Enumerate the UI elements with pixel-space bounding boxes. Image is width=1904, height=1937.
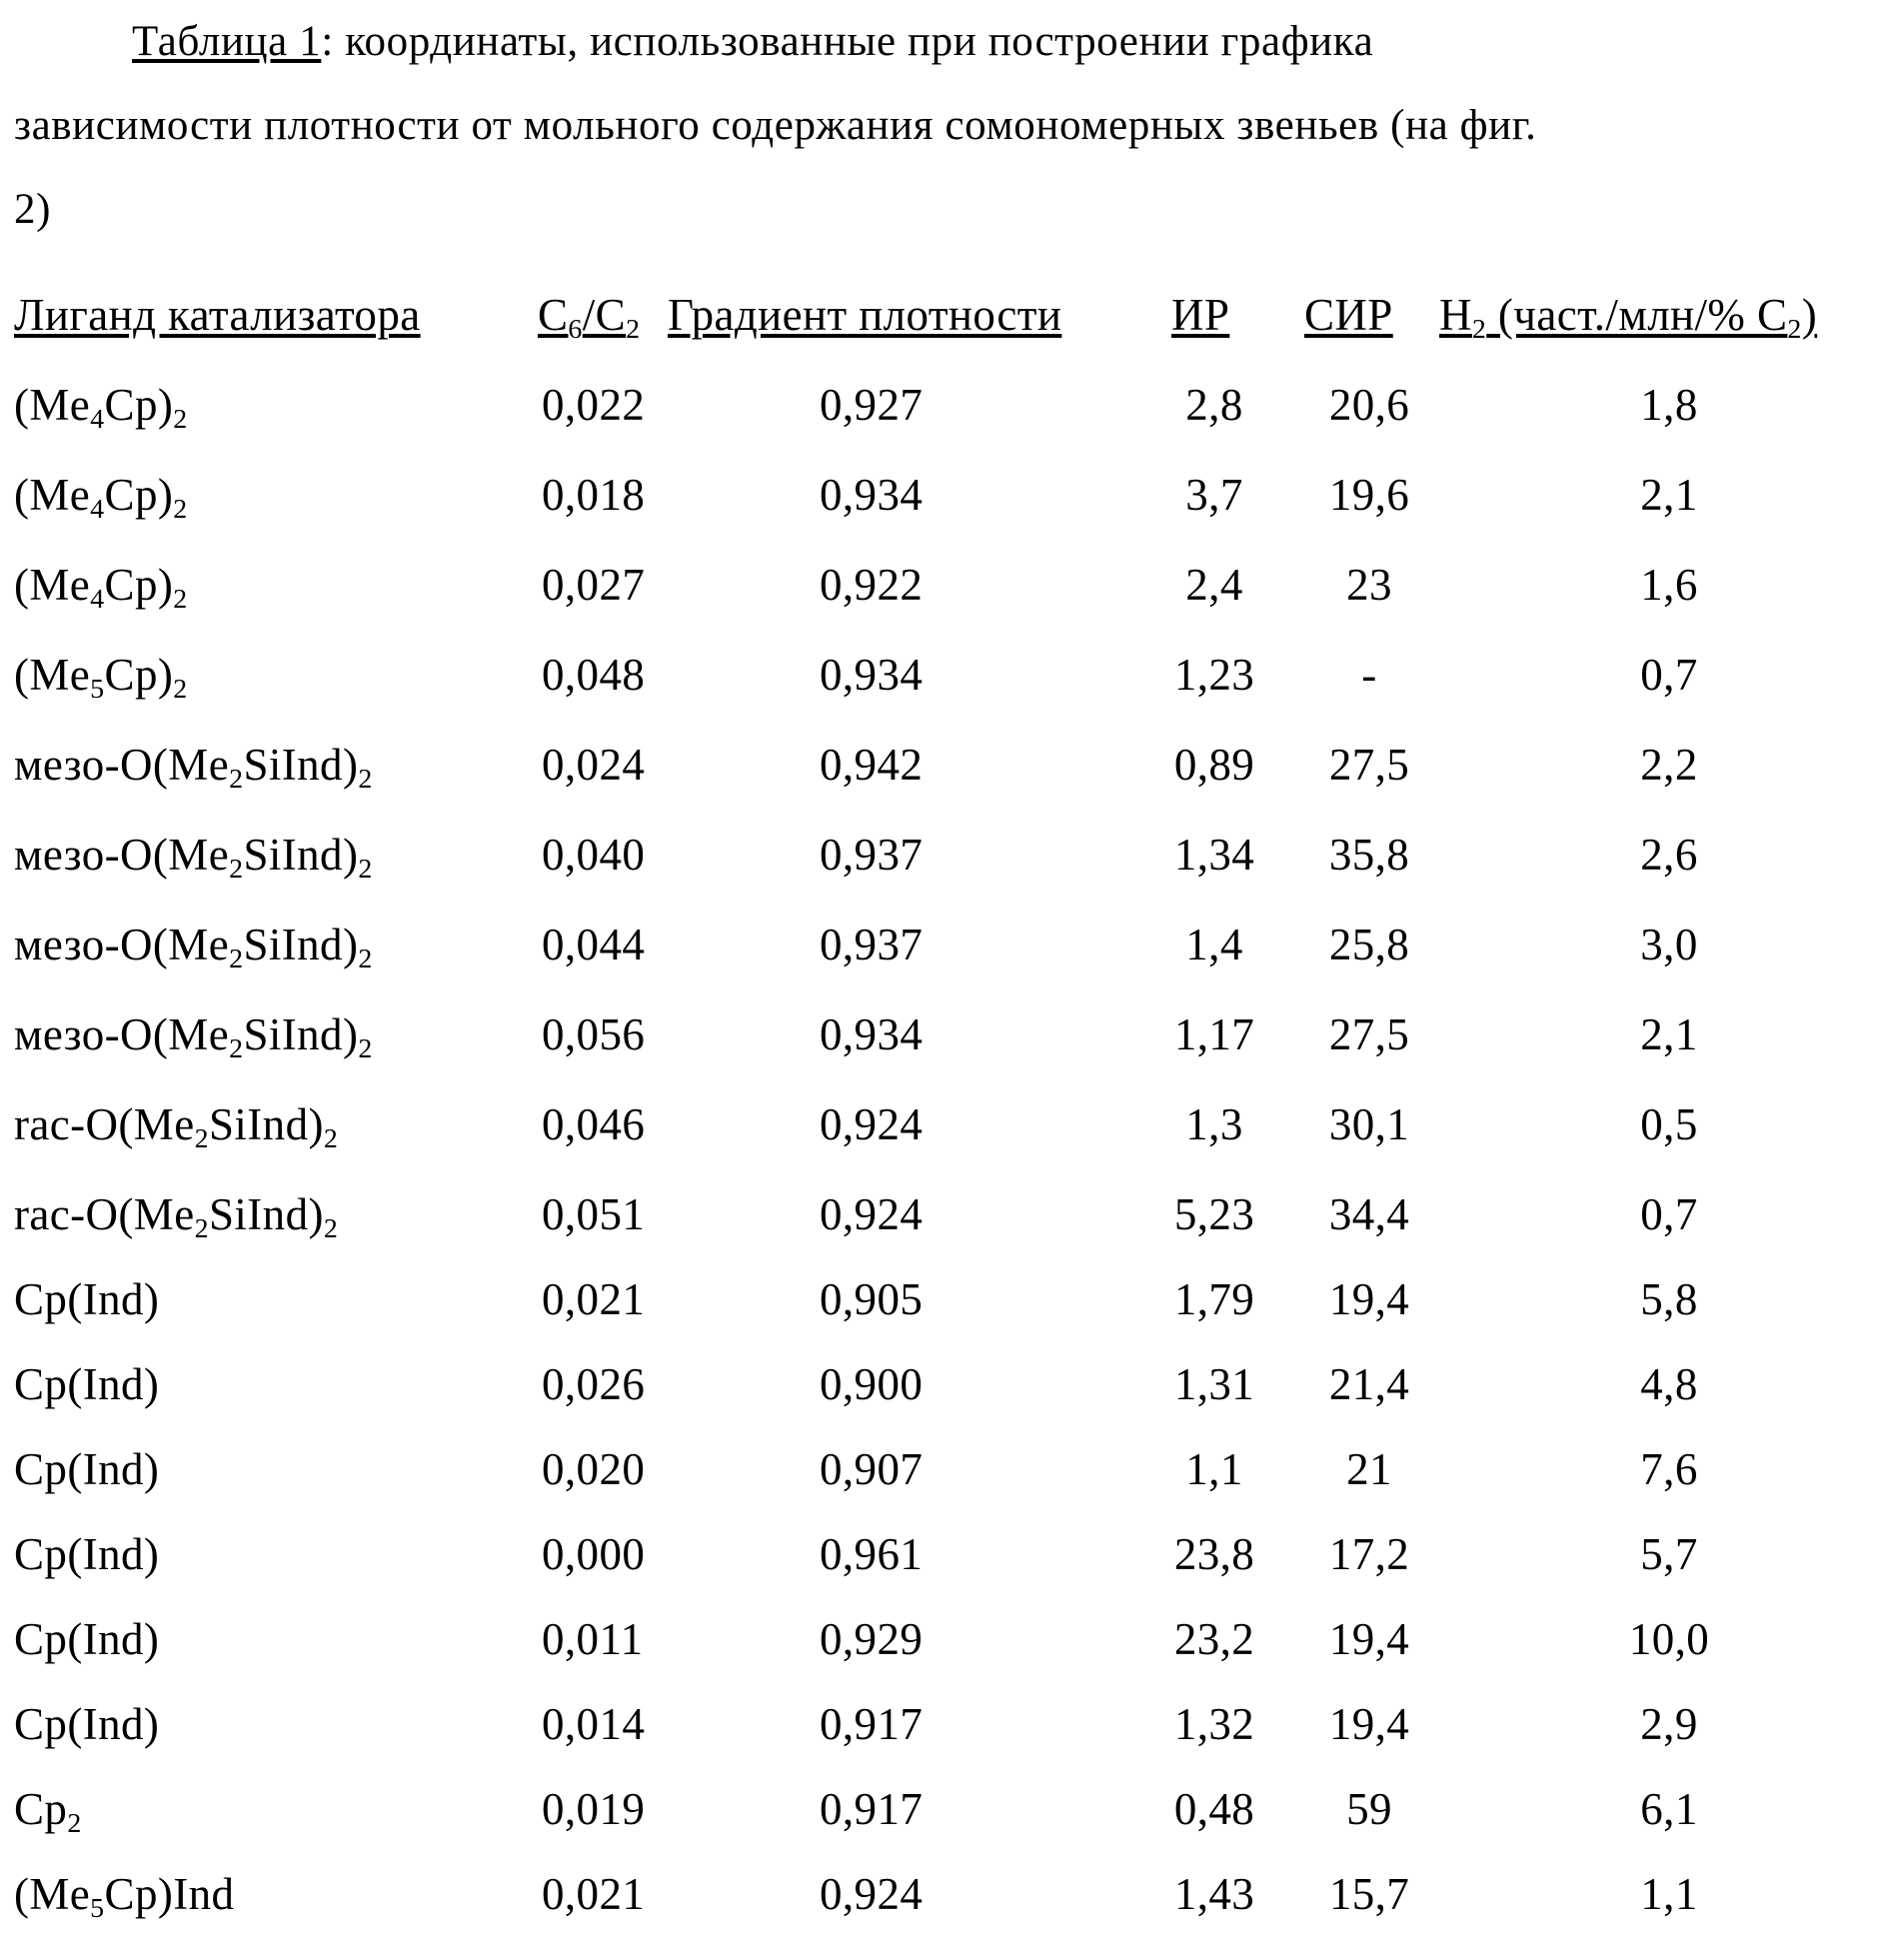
header-h2-close: ) xyxy=(1802,290,1817,340)
ligand-part: rac-O(Me xyxy=(14,1189,195,1239)
cell-ir: 1,23 xyxy=(1149,640,1279,710)
ligand-part: Cp(Ind) xyxy=(14,1359,159,1409)
ligand-sub: 2 xyxy=(324,1213,338,1244)
cell-gradient: 0,924 xyxy=(820,1179,979,1249)
ligand-part: (Me xyxy=(14,560,90,610)
ligand-part: (Me xyxy=(14,470,90,520)
table-row xyxy=(0,1859,1904,1929)
ligand-part: Cp) xyxy=(105,380,174,430)
ligand-sub: 2 xyxy=(229,854,243,885)
cell-h2: 1,8 xyxy=(1599,370,1739,440)
ligand-sub: 4 xyxy=(90,404,104,435)
header-c6-sub: 6 xyxy=(568,314,582,345)
cell-ir: 5,23 xyxy=(1149,1179,1279,1249)
cell-ligand xyxy=(14,820,373,890)
table-row xyxy=(0,1179,1904,1249)
table-row xyxy=(0,460,1904,530)
cell-ratio: 0,021 xyxy=(542,1264,682,1334)
header-h2-c2-sub: 2 xyxy=(1787,314,1801,345)
ligand-part: Cp(Ind) xyxy=(14,1529,159,1579)
ligand-sub: 2 xyxy=(229,944,243,974)
cell-ir: 2,4 xyxy=(1149,550,1279,620)
header-ligand: Лиганд катализатора xyxy=(14,280,421,350)
cell-ir: 2,8 xyxy=(1149,370,1279,440)
ligand-part: мезо-O(Me xyxy=(14,920,229,969)
cell-h2: 0,5 xyxy=(1599,1089,1739,1159)
table-row xyxy=(0,999,1904,1069)
table-row xyxy=(0,640,1904,710)
cell-ligand xyxy=(14,1179,338,1249)
ligand-part: Cp(Ind) xyxy=(14,1614,159,1664)
ligand-sub: 5 xyxy=(90,674,104,705)
cell-ir: 23,2 xyxy=(1149,1604,1279,1674)
cell-ligand xyxy=(14,1519,159,1589)
cell-sir: 19,6 xyxy=(1299,460,1439,530)
caption-line-1 xyxy=(14,0,1883,84)
cell-ir: 1,31 xyxy=(1149,1349,1279,1419)
cell-ligand xyxy=(14,1689,159,1759)
ligand-part: SiInd) xyxy=(243,830,358,880)
cell-ligand xyxy=(14,460,188,530)
cell-ratio: 0,022 xyxy=(542,370,682,440)
header-c2-sub: 2 xyxy=(626,314,640,345)
ligand-part: Cp(Ind) xyxy=(14,1699,159,1749)
cell-ir: 1,4 xyxy=(1149,910,1279,979)
ligand-part: Cp)Ind xyxy=(105,1869,235,1919)
cell-ligand xyxy=(14,1604,159,1674)
ligand-sub: 2 xyxy=(358,854,372,885)
cell-ratio: 0,056 xyxy=(542,999,682,1069)
cell-gradient: 0,927 xyxy=(820,370,979,440)
cell-ligand xyxy=(14,1264,159,1334)
header-sir: СИР xyxy=(1304,280,1393,350)
cell-ratio: 0,044 xyxy=(542,910,682,979)
cell-h2: 2,2 xyxy=(1599,730,1739,800)
cell-ratio: 0,024 xyxy=(542,730,682,800)
ligand-sub: 2 xyxy=(195,1213,209,1244)
table-row xyxy=(0,1519,1904,1589)
ligand-part: мезо-O(Me xyxy=(14,1009,229,1059)
table-caption xyxy=(14,0,1883,252)
cell-gradient: 0,905 xyxy=(820,1264,979,1334)
table-row xyxy=(0,910,1904,979)
cell-h2: 1,1 xyxy=(1599,1859,1739,1929)
cell-sir: 30,1 xyxy=(1299,1089,1439,1159)
caption-table-label: Таблица 1 xyxy=(132,18,321,65)
cell-ligand xyxy=(14,1089,338,1159)
ligand-part: rac-O(Me xyxy=(14,1099,195,1149)
cell-gradient: 0,934 xyxy=(820,640,979,710)
cell-ir: 1,79 xyxy=(1149,1264,1279,1334)
cell-ligand xyxy=(14,640,188,710)
cell-ligand xyxy=(14,999,373,1069)
ligand-sub: 2 xyxy=(324,1123,338,1154)
ligand-part: Cp) xyxy=(105,650,174,700)
header-ir: ИР xyxy=(1171,280,1229,350)
cell-sir: 59 xyxy=(1299,1774,1439,1844)
ligand-part: Cp xyxy=(14,1784,67,1834)
cell-sir: 27,5 xyxy=(1299,999,1439,1069)
cell-h2: 2,9 xyxy=(1599,1689,1739,1759)
cell-h2: 7,6 xyxy=(1599,1434,1739,1504)
cell-ir: 1,32 xyxy=(1149,1689,1279,1759)
cell-gradient: 0,900 xyxy=(820,1349,979,1419)
header-h2 xyxy=(1439,280,1817,350)
table-row xyxy=(0,1349,1904,1419)
cell-sir: 20,6 xyxy=(1299,370,1439,440)
cell-ratio: 0,046 xyxy=(542,1089,682,1159)
table-row xyxy=(0,550,1904,620)
caption-line-1-text: : координаты, использованные при построении графика xyxy=(321,18,1373,65)
cell-sir: 23 xyxy=(1299,550,1439,620)
cell-sir: - xyxy=(1299,640,1439,710)
header-gradient: Градиент плотности xyxy=(668,280,1061,350)
cell-h2: 4,8 xyxy=(1599,1349,1739,1419)
cell-sir: 19,4 xyxy=(1299,1604,1439,1674)
cell-sir: 19,4 xyxy=(1299,1264,1439,1334)
cell-gradient: 0,942 xyxy=(820,730,979,800)
cell-ligand xyxy=(14,1774,82,1844)
cell-ratio: 0,018 xyxy=(542,460,682,530)
cell-ratio: 0,011 xyxy=(542,1604,682,1674)
cell-h2: 3,0 xyxy=(1599,910,1739,979)
header-h2-h: H xyxy=(1439,290,1472,340)
cell-gradient: 0,961 xyxy=(820,1519,979,1589)
header-c6-c2 xyxy=(538,280,640,350)
cell-ligand xyxy=(14,910,373,979)
cell-gradient: 0,924 xyxy=(820,1859,979,1929)
ligand-part: SiInd) xyxy=(243,740,358,790)
ligand-sub: 2 xyxy=(173,674,187,705)
ligand-part: мезо-O(Me xyxy=(14,830,229,880)
ligand-part: Cp(Ind) xyxy=(14,1274,159,1324)
cell-gradient: 0,924 xyxy=(820,1089,979,1159)
cell-ratio: 0,019 xyxy=(542,1774,682,1844)
cell-sir: 25,8 xyxy=(1299,910,1439,979)
cell-ratio: 0,000 xyxy=(542,1519,682,1589)
ligand-sub: 2 xyxy=(173,404,187,435)
cell-gradient: 0,922 xyxy=(820,550,979,620)
cell-sir: 34,4 xyxy=(1299,1179,1439,1249)
caption-line-3: 2) xyxy=(14,168,1883,252)
ligand-part: SiInd) xyxy=(209,1099,324,1149)
table-row xyxy=(0,1774,1904,1844)
cell-ligand xyxy=(14,370,188,440)
table-row xyxy=(0,1264,1904,1334)
cell-ligand xyxy=(14,730,373,800)
ligand-sub: 2 xyxy=(358,1033,372,1064)
cell-ratio: 0,051 xyxy=(542,1179,682,1249)
cell-ligand xyxy=(14,1434,159,1504)
cell-sir: 17,2 xyxy=(1299,1519,1439,1589)
header-c6-c2-sep: /C xyxy=(583,290,626,340)
ligand-sub: 2 xyxy=(229,1033,243,1064)
cell-ir: 0,89 xyxy=(1149,730,1279,800)
cell-ir: 23,8 xyxy=(1149,1519,1279,1589)
table-row xyxy=(0,1089,1904,1159)
cell-h2: 5,7 xyxy=(1599,1519,1739,1589)
cell-gradient: 0,934 xyxy=(820,999,979,1069)
cell-ir: 0,48 xyxy=(1149,1774,1279,1844)
ligand-sub: 2 xyxy=(173,494,187,525)
caption-line-2: зависимости плотности от мольного содержания сомономерных звеньев (на фиг. xyxy=(14,84,1883,168)
cell-ir: 1,3 xyxy=(1149,1089,1279,1159)
cell-gradient: 0,917 xyxy=(820,1774,979,1844)
cell-h2: 1,6 xyxy=(1599,550,1739,620)
header-c6-c2-c6: C xyxy=(538,290,568,340)
cell-ir: 3,7 xyxy=(1149,460,1279,530)
cell-gradient: 0,934 xyxy=(820,460,979,530)
ligand-part: SiInd) xyxy=(243,1009,358,1059)
cell-h2: 0,7 xyxy=(1599,640,1739,710)
header-h2-sub: 2 xyxy=(1472,314,1486,345)
ligand-sub: 2 xyxy=(67,1808,81,1839)
table-row xyxy=(0,1434,1904,1504)
ligand-sub: 5 xyxy=(90,1893,104,1924)
cell-ratio: 0,026 xyxy=(542,1349,682,1419)
cell-ir: 1,1 xyxy=(1149,1434,1279,1504)
ligand-part: (Me xyxy=(14,650,90,700)
ligand-sub: 2 xyxy=(229,764,243,795)
ligand-part: Cp) xyxy=(105,560,174,610)
cell-ratio: 0,020 xyxy=(542,1434,682,1504)
ligand-sub: 2 xyxy=(358,764,372,795)
cell-h2: 2,1 xyxy=(1599,999,1739,1069)
cell-sir: 15,7 xyxy=(1299,1859,1439,1929)
table-row xyxy=(0,370,1904,440)
cell-gradient: 0,937 xyxy=(820,910,979,979)
cell-ir: 1,43 xyxy=(1149,1859,1279,1929)
cell-ratio: 0,040 xyxy=(542,820,682,890)
cell-sir: 19,4 xyxy=(1299,1689,1439,1759)
cell-ratio: 0,048 xyxy=(542,640,682,710)
cell-ir: 1,17 xyxy=(1149,999,1279,1069)
cell-gradient: 0,929 xyxy=(820,1604,979,1674)
cell-ligand xyxy=(14,1349,159,1419)
cell-ratio: 0,021 xyxy=(542,1859,682,1929)
ligand-sub: 2 xyxy=(173,584,187,615)
ligand-part: Cp(Ind) xyxy=(14,1444,159,1494)
cell-gradient: 0,907 xyxy=(820,1434,979,1504)
cell-h2: 0,7 xyxy=(1599,1179,1739,1249)
cell-ir: 1,34 xyxy=(1149,820,1279,890)
cell-sir: 21 xyxy=(1299,1434,1439,1504)
cell-ligand xyxy=(14,1859,234,1929)
table-row xyxy=(0,820,1904,890)
cell-ratio: 0,027 xyxy=(542,550,682,620)
cell-ratio: 0,014 xyxy=(542,1689,682,1759)
ligand-sub: 2 xyxy=(358,944,372,974)
table-row xyxy=(0,1689,1904,1759)
cell-sir: 27,5 xyxy=(1299,730,1439,800)
ligand-sub: 2 xyxy=(195,1123,209,1154)
ligand-part: (Me xyxy=(14,1869,90,1919)
table-row xyxy=(0,1604,1904,1674)
cell-sir: 21,4 xyxy=(1299,1349,1439,1419)
ligand-part: мезо-O(Me xyxy=(14,740,229,790)
ligand-sub: 4 xyxy=(90,494,104,525)
header-h2-rest: (част./млн/% C xyxy=(1486,290,1787,340)
cell-gradient: 0,937 xyxy=(820,820,979,890)
cell-h2: 2,6 xyxy=(1599,820,1739,890)
table-row xyxy=(0,730,1904,800)
cell-h2: 5,8 xyxy=(1599,1264,1739,1334)
cell-h2: 6,1 xyxy=(1599,1774,1739,1844)
cell-h2: 2,1 xyxy=(1599,460,1739,530)
ligand-sub: 4 xyxy=(90,584,104,615)
ligand-part: Cp) xyxy=(105,470,174,520)
ligand-part: (Me xyxy=(14,380,90,430)
cell-ligand xyxy=(14,550,188,620)
cell-sir: 35,8 xyxy=(1299,820,1439,890)
ligand-part: SiInd) xyxy=(243,920,358,969)
cell-gradient: 0,917 xyxy=(820,1689,979,1759)
ligand-part: SiInd) xyxy=(209,1189,324,1239)
cell-h2: 10,0 xyxy=(1599,1604,1739,1674)
table-header-row xyxy=(0,280,1904,350)
